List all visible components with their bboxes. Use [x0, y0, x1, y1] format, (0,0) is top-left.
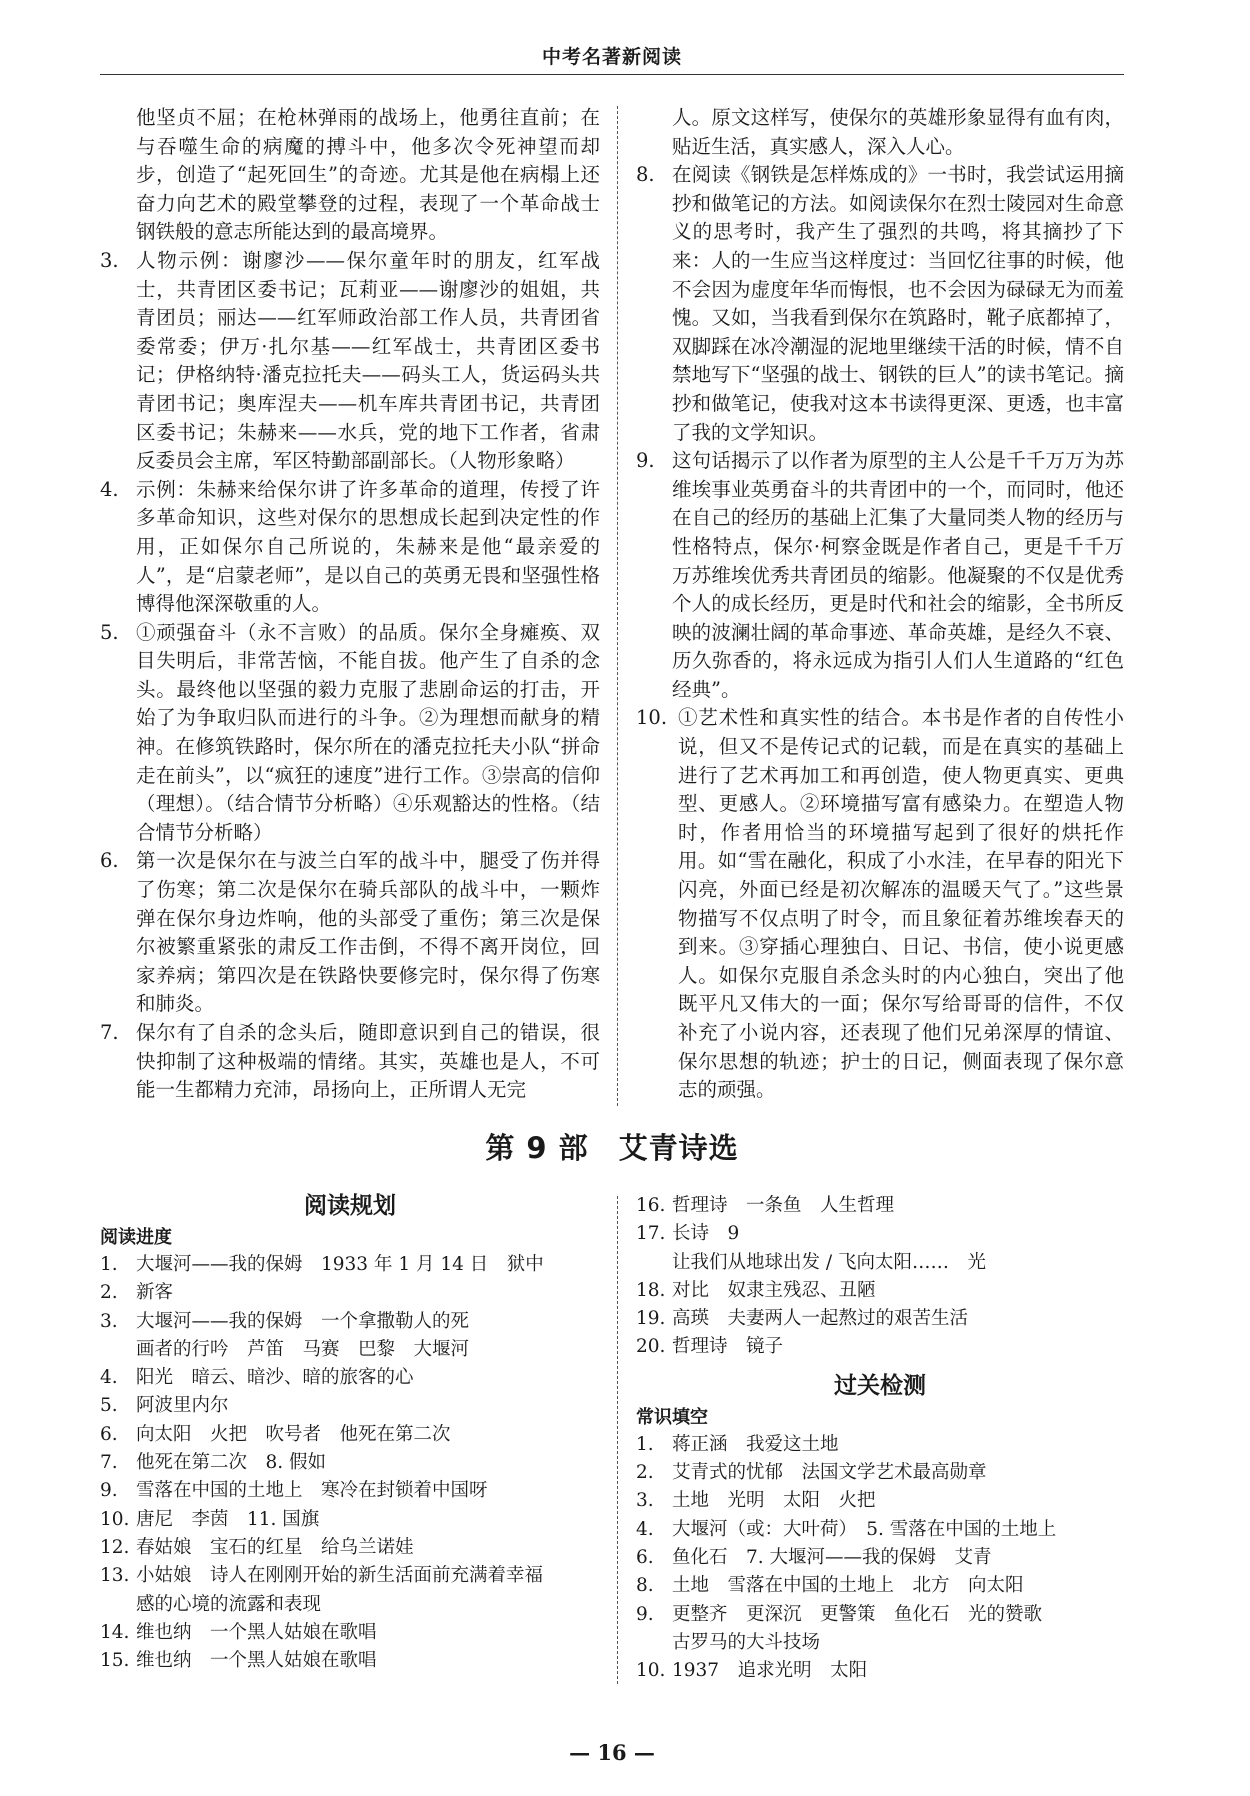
item-number: 19.: [636, 1308, 666, 1330]
item-text: 小姑娘 诗人在刚刚开始的新生活面前充满着幸福: [136, 1565, 544, 1587]
answer-item: [636, 161, 1124, 447]
item-number: 14.: [100, 1621, 130, 1643]
item-number: 8.: [636, 1575, 654, 1597]
list-item: [100, 1477, 600, 1505]
reading-progress-subtitle: 阅读进度: [100, 1227, 172, 1248]
list-item: [636, 1516, 1124, 1544]
item-text: ①顽强奋斗（永不言败）的品质。保尔全身瘫痪、双目失明后，非常苦恼，不能自拔。他产生了自杀的念头。最终他以坚强的毅力克服了悲剧命运的打击，开始了为争取归队而进行的斗争。②为理想而献身的精神。在修筑铁路时，保尔所在的潘克拉托夫小队“拼命走在前头”，以“疯狂的速度”进行工作。③崇高的信仰（理想）。（结合情节分析略）④乐观豁达的性格。（结合情节分析略）: [136, 620, 600, 844]
item-text: 蒋正涵 我爱这土地: [672, 1433, 839, 1455]
item-text: 哲理诗 镜子: [672, 1336, 784, 1358]
item-number: 7.: [100, 1021, 119, 1044]
list-item: [636, 1572, 1124, 1600]
list-item: [636, 1431, 1124, 1459]
item-text: 土地 雪落在中国的土地上 北方 向太阳: [672, 1575, 1024, 1597]
item-text: 感的心境的流露和表现: [136, 1593, 322, 1615]
item-text: 在阅读《钢铁是怎样炼成的》一书时，我尝试运用摘抄和做笔记的方法。如阅读保尔在烈士陵园对生命意义的思考时，我产生了强烈的共鸣，将其摘抄了下来：人的一生应当这样度过：当回忆往事的时候，他不会因为虚度年华而悔恨，也不会因为碌碌无为而羞愧。又如，当我看到保尔在筑路时，靴子底都掉了，双脚踩在冰冷潮湿的泥地里继续干活的时候，情不自禁地写下“坚强的战士、钢铁的巨人”的读书笔记。摘抄和做笔记，使我对这本书读得更深、更透，也丰富了我的文学知识。: [672, 163, 1124, 444]
check-subtitle: 常识填空: [636, 1406, 708, 1428]
item-number: 5.: [100, 1395, 118, 1417]
list-item: [636, 1249, 1124, 1277]
item-number: [100, 1336, 136, 1364]
item-text: 第一次是保尔在与波兰白军的战斗中，腿受了伤并得了伤寒；第二次是保尔在骑兵部队的战斗中，一颗炸弹在保尔身边炸响，他的头部受了重伤；第三次是保尔被繁重紧张的肃反工作击倒，不得不离开岗位，回家养病；第四次是在铁路快要修完时，保尔得了伤寒和肺炎。: [136, 849, 600, 1016]
item-text: 唐尼 李茵 11. 国旗: [136, 1508, 320, 1530]
item-number: 9.: [636, 1603, 654, 1625]
item-number: [636, 104, 672, 161]
item-number: 5.: [100, 620, 119, 644]
item-number: [636, 1629, 672, 1657]
item-text: 雪落在中国的土地上 寒冷在封锁着中国呀: [136, 1480, 488, 1502]
item-number: [636, 1249, 672, 1277]
item-number: 2.: [636, 1462, 654, 1484]
item-number: 6.: [636, 1546, 654, 1568]
list-item: [100, 1392, 600, 1420]
list-item: [100, 1591, 600, 1619]
answer-item: [100, 476, 600, 619]
list-item: [636, 1333, 1124, 1361]
item-number: 6.: [100, 1423, 118, 1445]
answer-item: [636, 104, 1124, 161]
list-item: [636, 1305, 1124, 1333]
list-item: [636, 1601, 1124, 1629]
item-number: 1.: [636, 1433, 654, 1455]
item-text: 示例：朱赫来给保尔讲了许多革命的道理，传授了许多革命知识，这些对保尔的思想成长起到决定性的作用，正如保尔自己所说的，朱赫来是他“最亲爱的人”，是“启蒙老师”，是以自己的英勇无畏和坚强性格博得他深深敬重的人。: [136, 477, 600, 616]
item-text: 哲理诗 一条鱼 人生哲理: [672, 1195, 895, 1216]
item-text: 阳光 暗云、暗沙、暗的旅客的心: [136, 1367, 414, 1389]
list-item: [100, 1336, 600, 1364]
item-text: 鱼化石 7. 大堰河——我的保姆 艾青: [672, 1546, 992, 1568]
list-item: [100, 1251, 600, 1279]
item-number: 20.: [636, 1336, 666, 1358]
check-title: 过关检测: [834, 1372, 926, 1399]
item-text: 画者的行吟 芦笛 马赛 巴黎 大堰河: [136, 1338, 470, 1360]
item-number: 10.: [636, 706, 668, 730]
item-text: 保尔有了自杀的念头后，随即意识到自己的错误，很快抑制了这种极端的情绪。其实，英雄也是人，不可能一生都精力充沛，昂扬向上，正所谓人无完: [136, 1021, 600, 1102]
item-number: 4.: [100, 477, 119, 501]
item-text: 更整齐 更深沉 更警策 鱼化石 光的赞歌: [672, 1603, 1043, 1625]
list-item: [100, 1562, 600, 1590]
answer-item: [636, 447, 1124, 704]
item-text: 1937 追求光明 太阳: [672, 1660, 868, 1682]
list-item: [100, 1449, 600, 1477]
item-text: 维也纳 一个黑人姑娘在歌唱: [136, 1621, 377, 1643]
list-item: [636, 1629, 1124, 1657]
item-text: 让我们从地球出发 / 飞向太阳…… 光: [672, 1251, 986, 1273]
item-number: 2.: [100, 1282, 118, 1304]
list-item: [100, 1308, 600, 1336]
item-text: 艾青式的忧郁 法国文学艺术最高勋章: [672, 1462, 987, 1484]
item-text: 大堰河（或：大叶荷） 5. 雪落在中国的土地上: [672, 1518, 1057, 1540]
answer-item: [636, 704, 1124, 1104]
header-rule: [100, 74, 1124, 75]
item-text: 阿波里内尔: [136, 1395, 229, 1417]
item-number: 3.: [100, 1310, 118, 1332]
list-item: [100, 1619, 600, 1647]
item-text: 他死在第二次 8. 假如: [136, 1452, 327, 1474]
page-number: — 16 —: [569, 1740, 655, 1765]
list-item: [100, 1364, 600, 1392]
item-number: 3.: [100, 248, 119, 272]
item-number: 7.: [100, 1452, 118, 1474]
part-title: 第 9 部 艾青诗选: [485, 1131, 739, 1165]
list-item: [100, 1506, 600, 1534]
answer-item: [100, 247, 600, 476]
list-item: [100, 1279, 600, 1307]
item-number: 12.: [100, 1536, 130, 1558]
item-text: 长诗 9: [672, 1223, 740, 1245]
item-number: 1.: [100, 1254, 118, 1275]
item-text: 他坚贞不屈；在枪林弹雨的战场上，他勇往直前；在与吞噬生命的病魔的搏斗中，他多次令死神望而却步，创造了“起死回生”的奇迹。尤其是他在病榻上还奋力向艺术的殿堂攀登的过程，表现了一个革命战士钢铁般的意志所能达到的最高境界。: [136, 106, 600, 244]
answer-item: [100, 104, 600, 247]
item-text: 人。原文这样写，使保尔的英雄形象显得有血有肉，贴近生活，真实感人，深入人心。: [672, 106, 1124, 158]
item-text: 高瑛 夫妻两人一起熬过的艰苦生活: [672, 1308, 969, 1330]
answer-item: [100, 847, 600, 1019]
item-number: 15.: [100, 1650, 130, 1672]
item-text: 大堰河——我的保姆 一个拿撒勒人的死: [136, 1310, 470, 1332]
item-number: 4.: [100, 1367, 118, 1389]
item-number: 4.: [636, 1518, 654, 1540]
item-text: ①艺术性和真实性的结合。本书是作者的自传性小说，但又不是传记式的记载，而是在真实的基础上进行了艺术再加工和再创造，使人物更真实、更典型、更感人。②环境描写富有感染力。在塑造人物时，作者用恰当的环境描写起到了很好的烘托作用。如“雪在融化，积成了小水洼，在早春的阳光下闪亮，外面已经是初次解冻的温暖天气了。”这些景物描写不仅点明了时令，而且象征着苏维埃春天的到来。③穿插心理独白、日记、书信，使小说更感人。如保尔克服自杀念头时的内心独白，突出了他既平凡又伟大的一面；保尔写给哥哥的信件，不仅补充了小说内容，还表现了他们兄弟深厚的情谊、保尔思想的轨迹；护士的日记，侧面表现了保尔意志的顽强。: [678, 706, 1124, 1102]
list-item: [636, 1192, 1124, 1220]
running-header: 中考名著新阅读: [541, 46, 682, 68]
item-number: 16.: [636, 1195, 666, 1216]
list-item: [636, 1657, 1124, 1685]
list-item: [636, 1277, 1124, 1305]
list-item: [636, 1459, 1124, 1487]
reading-plan-section: [100, 1188, 600, 1675]
item-number: 3.: [636, 1490, 654, 1512]
column-divider: [617, 1196, 618, 1684]
answer-item: [100, 1019, 600, 1105]
item-text: 向太阳 火把 吹号者 他死在第二次: [136, 1423, 451, 1445]
item-text: 土地 光明 太阳 火把: [672, 1490, 876, 1512]
list-item: [100, 1647, 600, 1675]
answers-left-column: [100, 104, 600, 1105]
item-number: 9.: [636, 449, 655, 473]
reading-plan-continued: [636, 1192, 1124, 1685]
item-text: 新客: [136, 1282, 174, 1304]
item-text: 这句话揭示了以作者为原型的主人公是千千万万为苏维埃事业英勇奋斗的共青团中的一个，而同时，他还在自己的经历的基础上汇集了大量同类人物的经历与性格特点，保尔·柯察金既是作者自己，更是千千万万苏维埃优秀共青团员的缩影。他凝聚的不仅是优秀个人的成长经历，更是时代和社会的缩影，全书所反映的波澜壮阔的革命事迹、革命英雄，是经久不衰、历久弥香的，将永远成为指引人们人生道路的“红色经典”。: [672, 449, 1124, 701]
list-item: [100, 1534, 600, 1562]
item-text: 大堰河——我的保姆 1933 年 1 月 14 日 狱中: [136, 1254, 544, 1275]
list-item: [636, 1220, 1124, 1248]
item-number: 10.: [636, 1660, 666, 1682]
column-divider: [617, 106, 618, 1106]
list-item: [100, 1421, 600, 1449]
item-number: 8.: [636, 163, 655, 187]
item-number: 9.: [100, 1480, 118, 1502]
item-number: 10.: [100, 1508, 130, 1530]
item-text: 春姑娘 宝石的红星 给乌兰诺娃: [136, 1536, 414, 1558]
item-text: 对比 奴隶主残忍、丑陋: [672, 1279, 876, 1301]
item-text: 人物示例：谢廖沙——保尔童年时的朋友，红军战士，共青团区委书记；瓦莉亚——谢廖沙的姐姐，共青团员；丽达——红军师政治部工作人员，共青团省委常委；伊万·扎尔基——红军战士，共青团区委书记；伊格纳特·潘克拉托夫——码头工人，货运码头共青团书记；奥库涅夫——机车库共青团书记，共青团区委书记；朱赫来——水兵，党的地下工作者，省肃反委员会主席，军区特勤部副部长。（人物形象略）: [136, 248, 600, 473]
item-number: 13.: [100, 1565, 130, 1587]
item-text: 维也纳 一个黑人姑娘在歌唱: [136, 1650, 377, 1672]
list-item: [636, 1487, 1124, 1515]
item-text: 古罗马的大斗技场: [672, 1631, 821, 1653]
item-number: 18.: [636, 1279, 666, 1301]
reading-plan-title: 阅读规划: [304, 1193, 396, 1219]
item-number: 6.: [100, 849, 119, 873]
answer-item: [100, 619, 600, 848]
list-item: [636, 1544, 1124, 1572]
item-number: [100, 104, 136, 247]
item-number: [100, 1591, 136, 1619]
answers-right-column: [636, 104, 1124, 1105]
item-number: 17.: [636, 1223, 666, 1245]
